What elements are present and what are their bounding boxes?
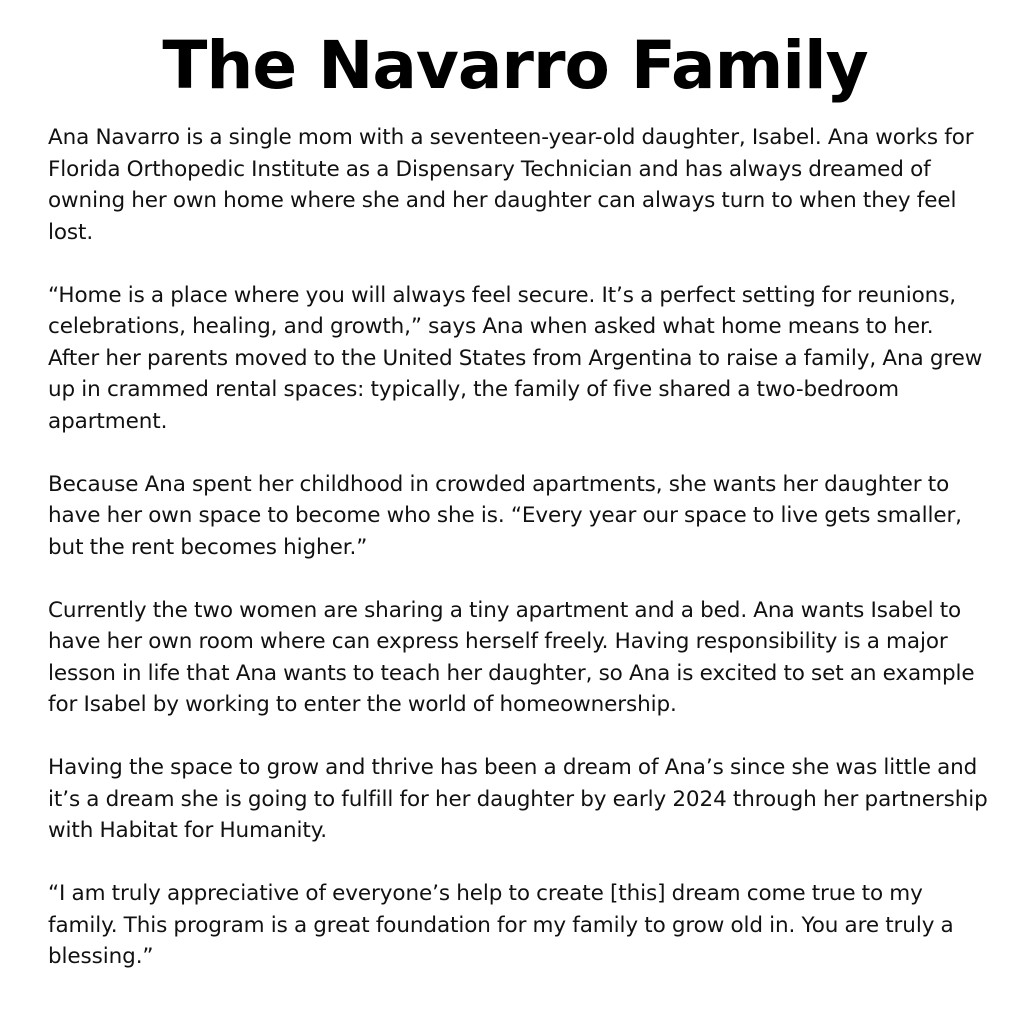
article-body bbox=[48, 122, 988, 1004]
paragraph-current-situation: Currently the two women are sharing a tiny apartment and a bed. Ana wants Isabel to have her own room where can express herself freely. Having responsibility is a major lesson in life that Ana wants to teach her daughter, so Ana is excited to set an example for Isabel by working to enter the world of homeownership. bbox=[48, 597, 975, 717]
page-title: The Navarro Family bbox=[162, 27, 868, 104]
paragraph-childhood: Because Ana spent her childhood in crowded apartments, she wants her daughter to have her own space to become who she is. “Every year our space to live gets smaller, but the rent becomes higher.” bbox=[48, 471, 962, 560]
paragraph-intro: Ana Navarro is a single mom with a seventeen-year-old daughter, Isabel. Ana works for Florida Orthopedic Institute as a Dispensary Technician and has always dreamed of owning her own home where she and her daughter can always turn to when they feel lost. bbox=[48, 125, 974, 245]
paragraph-dream: Having the space to grow and thrive has been a dream of Ana’s since she was little and it’s a dream she is going to fulfill for her daughter by early 2024 through her partnership with Habitat for Humanity. bbox=[48, 755, 988, 843]
paragraph-home-quote: “Home is a place where you will always feel secure. It’s a perfect setting for reunions, celebrations, healing, and growth,” says Ana when asked what home means to her. After her parents moved to the United States from Argentina to raise a family, Ana grew up in crammed rental spaces: typically, the family of five shared a two-bedroom apartment. bbox=[48, 282, 983, 434]
paragraph-closing-quote: “I am truly appreciative of everyone’s help to create [this] dream come true to my family. This program is a great foundation for my family to grow old in. You are truly a blessing.” bbox=[48, 881, 954, 969]
